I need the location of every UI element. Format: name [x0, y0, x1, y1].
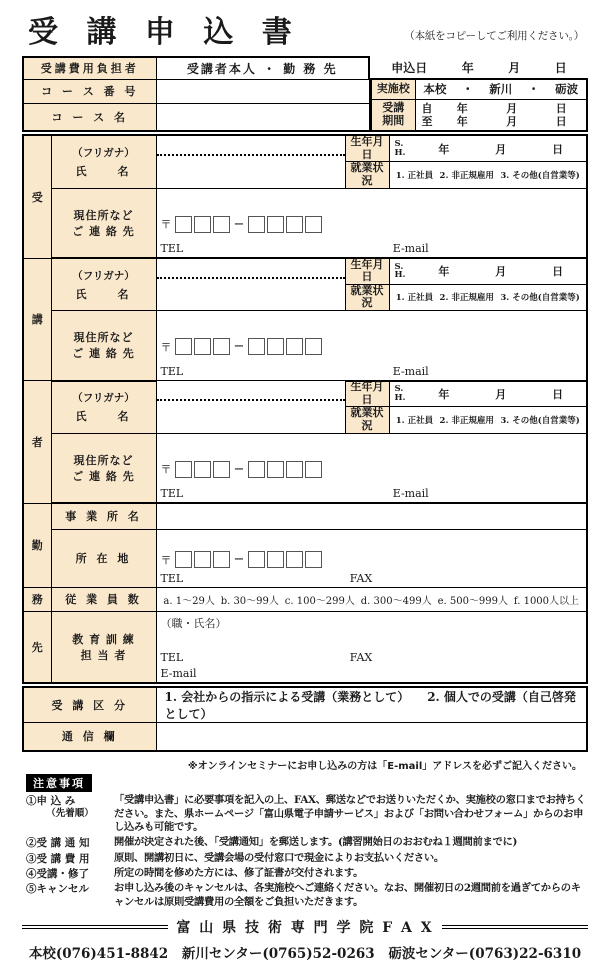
school-option-tonami[interactable]: 砺波: [555, 82, 579, 97]
note-num: ①: [26, 794, 37, 807]
address-label-1b: ご 連 絡 先: [72, 224, 135, 238]
postal-box[interactable]: [248, 216, 265, 233]
footer-contacts: [22, 942, 588, 962]
emp-opt-3-a[interactable]: 1. 正社員: [395, 416, 434, 427]
staff-opt-f[interactable]: f. 1000人以上: [513, 595, 580, 607]
applicant-1-contact-line: [157, 242, 587, 255]
note-body: 「受講申込書」に必要事項を記入の上、FAX、郵送などでお送りいただくか、実施校の窓口までお持ちください。また、県ホームページ「富山県電子申請サービス」および「お問い合わせフォーム」からのお申し込みも可能です。: [114, 793, 586, 834]
classification-row: [23, 687, 587, 723]
postal-box[interactable]: [267, 551, 284, 568]
postal-mark-icon-employer: 〒: [160, 553, 172, 567]
postal-mark-icon-3: 〒: [160, 463, 172, 477]
apply-date-year[interactable]: 年: [461, 60, 474, 75]
employer-location-row: [23, 529, 587, 587]
school-sep-1: ・: [462, 82, 474, 97]
email-label-1[interactable]: E-mail: [392, 242, 429, 256]
note-num: ②: [26, 837, 37, 850]
course-name-row: [23, 103, 369, 131]
apply-date-row: [370, 56, 588, 78]
postal-box[interactable]: [175, 551, 192, 568]
postal-dash-2: −: [233, 339, 245, 355]
era-label-1: S. H.: [394, 139, 406, 158]
tel-label-1[interactable]: TEL: [160, 242, 184, 256]
employer-tel-label[interactable]: TEL: [160, 571, 184, 585]
online-seminar-note: ※オンラインセミナーにお申し込みの方は「E-mail」アドレスを必ずご記入ください。: [187, 760, 582, 772]
applicant-2-name-label: [51, 258, 156, 311]
period-label-line2: 期間: [382, 113, 405, 127]
note-body: 原則、開講初日に、受講会場の受付窓口で現金によりお支払いください。: [114, 851, 444, 864]
address-label-2b: ご 連 絡 先: [72, 347, 135, 361]
classification-label: 受 講 区 分: [23, 687, 156, 723]
applicant-3-employment-options[interactable]: [389, 407, 587, 433]
note-item: [22, 836, 588, 850]
birth-day-2[interactable]: 日: [552, 265, 564, 279]
birth-day-1[interactable]: 日: [552, 142, 564, 156]
postal-box[interactable]: [213, 216, 230, 233]
tel-label-3[interactable]: TEL: [160, 487, 184, 501]
applicant-2-contact-line: [157, 365, 587, 378]
birth-month-1[interactable]: 月: [495, 142, 507, 156]
emp-opt-3-c[interactable]: 3. その他(自営業等): [500, 416, 580, 427]
staff-opt-c[interactable]: c. 100〜299人: [284, 595, 355, 607]
birth-year-1[interactable]: 年: [438, 142, 450, 156]
postal-mark-icon-1: 〒: [160, 218, 172, 232]
birth-day-3[interactable]: 日: [552, 387, 564, 401]
main-form-table: [22, 134, 588, 684]
location-label: 所 在 地: [51, 529, 156, 587]
postal-box[interactable]: [175, 338, 192, 355]
applicant-1-address-label: [51, 188, 156, 258]
note-item: [22, 794, 588, 836]
fee-bearer-options[interactable]: 受講者本人 ・ 勤 務 先: [156, 57, 369, 79]
staff-opt-e[interactable]: e. 500〜999人: [437, 595, 509, 607]
postal-box[interactable]: [175, 216, 192, 233]
applicant-1-name-input[interactable]: [156, 135, 345, 188]
trainer-label: [51, 611, 156, 683]
emp-opt-2-b[interactable]: 2. 非正規雇用: [439, 293, 494, 304]
classification-options-text[interactable]: 1. 会社からの指示による受講（業務として） 2. 個人での受講（自己啓発として）: [164, 690, 576, 722]
emp-opt-2-a[interactable]: 1. 正社員: [395, 293, 434, 304]
employer-vertical-label-1: 勤: [23, 503, 51, 587]
note-num: ⑤: [26, 882, 37, 895]
note-item: [22, 852, 588, 866]
notes-badge: 注意事項: [26, 774, 92, 792]
fax-honko[interactable]: 本校(076)451-8842: [28, 945, 169, 962]
period-from-month[interactable]: 月: [506, 102, 518, 116]
applicant-1-name-row: [23, 135, 587, 162]
applicant-3-name-row: [23, 381, 587, 407]
postal-box[interactable]: [267, 338, 284, 355]
note-body: 開催が決定された後、「受講通知」を郵送します。(講習開始日のおおむね１週間前までに): [114, 836, 518, 849]
furigana-label-2: （フリガナ）: [72, 269, 135, 282]
postal-code-3[interactable]: [157, 458, 587, 478]
employer-postal-code[interactable]: [157, 548, 587, 568]
school-options-cell[interactable]: [415, 79, 587, 99]
postal-box[interactable]: [267, 216, 284, 233]
postal-box[interactable]: [213, 461, 230, 478]
postal-box[interactable]: [286, 338, 303, 355]
applicant-2-address-label: [51, 311, 156, 381]
period-to-month[interactable]: 月: [506, 115, 518, 129]
trainer-jobname-label: （職・氏名）: [160, 616, 227, 630]
name-label-3: 氏 名: [75, 410, 132, 424]
furigana-dotline-2: [157, 277, 345, 279]
notes-header: [22, 774, 588, 792]
applicant-3-address-row: [23, 433, 587, 503]
title-row: [22, 0, 588, 56]
period-label-line1: 受講: [382, 101, 405, 115]
office-name-label: 事 業 所 名: [51, 503, 156, 529]
address-label-3b: ご 連 絡 先: [72, 469, 135, 483]
period-from-day[interactable]: 日: [555, 102, 567, 116]
header-block: [22, 56, 588, 132]
postal-code-1[interactable]: [157, 213, 587, 233]
period-values[interactable]: [415, 99, 587, 131]
period-from-mark: 自: [421, 102, 433, 116]
period-from-year[interactable]: 年: [456, 102, 468, 116]
applicant-2-employment-label: 就業状況: [345, 284, 389, 310]
applicant-2-address-input[interactable]: [156, 311, 587, 381]
memo-row: [23, 723, 587, 751]
postal-box[interactable]: [248, 551, 265, 568]
emp-opt-2-c[interactable]: 3. その他(自営業等): [500, 293, 580, 304]
note-title: 申 込 み: [36, 794, 76, 807]
course-no-input[interactable]: [156, 79, 369, 103]
name-label-1: 氏 名: [75, 164, 132, 178]
note-body: お申し込み後のキャンセルは、各実施校へご連絡ください。なお、開催初日の2週間前を過ぎてからのキャンセルは原則受講費用の全額をご負担いただきます。: [114, 881, 581, 908]
postal-box[interactable]: [194, 338, 211, 355]
postal-box[interactable]: [248, 461, 265, 478]
emp-opt-3-b[interactable]: 2. 非正規雇用: [439, 416, 494, 427]
emp-opt-1-c[interactable]: 3. その他(自営業等): [500, 170, 580, 181]
copy-note: （本紙をコピーしてご利用ください。）: [404, 30, 584, 42]
postal-box[interactable]: [213, 551, 230, 568]
furigana-dotline-3: [157, 399, 345, 401]
footer-rule-right: [442, 925, 588, 929]
postal-code-2[interactable]: [157, 335, 587, 355]
email-label-2[interactable]: E-mail: [392, 364, 429, 378]
apply-date-month[interactable]: 月: [508, 60, 521, 75]
applicant-1-birth-input[interactable]: [389, 135, 587, 162]
postal-box[interactable]: [305, 338, 322, 355]
name-label-2: 氏 名: [75, 287, 132, 301]
trainer-input[interactable]: [156, 611, 587, 683]
applicant-vertical-label-1: 受: [23, 135, 51, 258]
memo-label: 通 信 欄: [23, 723, 156, 751]
institution-fax-title: 富 山 県 技 術 専 門 学 院 F A X: [176, 919, 434, 936]
tel-label-2[interactable]: TEL: [160, 364, 184, 378]
course-name-input[interactable]: [156, 103, 369, 131]
classification-table: [22, 686, 588, 752]
memo-input[interactable]: [156, 723, 587, 751]
note-item: [22, 867, 588, 881]
staff-count-label: 従 業 員 数: [51, 587, 156, 611]
postal-box[interactable]: [305, 551, 322, 568]
period-row: [371, 99, 587, 131]
furigana-label-1: （フリガナ）: [72, 146, 135, 159]
employer-trainer-row: [23, 611, 587, 683]
note-title: 受 講 通 知: [36, 837, 90, 850]
applicant-vertical-label-3: 者: [23, 381, 51, 504]
school-label: 実施校: [371, 79, 415, 99]
period-to-day[interactable]: 日: [555, 115, 567, 129]
period-to-row[interactable]: [416, 115, 587, 128]
header-left-table: [22, 56, 370, 132]
footer-title-row: [22, 917, 588, 937]
school-row: [371, 79, 587, 99]
address-label-2a: 現住所など: [73, 331, 134, 345]
trainer-email-label[interactable]: E-mail: [160, 667, 197, 681]
postal-box[interactable]: [175, 461, 192, 478]
applicant-2-birth-label: 生年月日: [345, 258, 389, 284]
course-name-label: コ ー ス 名: [23, 103, 156, 131]
note-key: [22, 882, 114, 896]
page-title: 受 講 申 込 書: [28, 15, 301, 50]
employer-postal-dash: −: [233, 552, 245, 568]
applicant-1-address-input[interactable]: [156, 188, 587, 258]
applicant-2-name-input[interactable]: [156, 258, 345, 311]
applicant-1-birth-label: 生年月日: [345, 135, 389, 162]
birth-month-3[interactable]: 月: [495, 387, 507, 401]
note-subtitle: （先着順）: [46, 807, 94, 819]
employer-office-row: [23, 503, 587, 529]
postal-box[interactable]: [286, 551, 303, 568]
trainer-label-line2: 担 当 者: [80, 648, 127, 662]
applicant-1-address-row: [23, 188, 587, 258]
classification-options[interactable]: [156, 687, 587, 723]
employer-vertical-label-3: 先: [23, 611, 51, 683]
applicant-3-birth-input[interactable]: [389, 381, 587, 407]
header-right-table: [370, 56, 588, 132]
fee-bearer-row: [23, 57, 369, 79]
applicant-3-name-input[interactable]: [156, 381, 345, 434]
applicant-1-employment-label: 就業状況: [345, 162, 389, 188]
note-key: [22, 836, 114, 850]
footer: [22, 917, 588, 962]
address-label-3a: 現住所など: [73, 453, 134, 467]
course-no-row: [23, 79, 369, 103]
note-key: [22, 852, 114, 866]
trainer-label-line1: 教 育 訓 練: [72, 632, 135, 646]
postal-dash-3: −: [233, 461, 245, 477]
period-label: [371, 99, 415, 131]
note-key: [22, 794, 114, 821]
note-title: キャンセル: [36, 882, 89, 895]
postal-mark-icon-2: 〒: [160, 340, 172, 354]
applicant-3-address-label: [51, 433, 156, 503]
applicant-2-address-row: [23, 311, 587, 381]
postal-box[interactable]: [305, 461, 322, 478]
trainer-fax-label[interactable]: FAX: [349, 651, 373, 665]
postal-box[interactable]: [194, 461, 211, 478]
postal-box[interactable]: [305, 216, 322, 233]
staff-opt-d[interactable]: d. 300〜499人: [360, 595, 432, 607]
applicant-2-birth-input[interactable]: [389, 258, 587, 284]
period-to-mark: 至: [421, 115, 433, 129]
era-label-3: S. H.: [394, 384, 406, 403]
postal-box[interactable]: [194, 216, 211, 233]
note-title: 受 講 費 用: [36, 852, 90, 865]
birth-month-2[interactable]: 月: [495, 265, 507, 279]
apply-date-label: 申込日: [391, 60, 428, 75]
applicant-3-name-label: [51, 381, 156, 434]
note-title: 受講・修了: [36, 867, 89, 880]
school-sep-2: ・: [527, 82, 540, 97]
employer-fax-label[interactable]: FAX: [349, 571, 373, 585]
applicant-1-employment-options[interactable]: [389, 162, 587, 188]
address-label-1a: 現住所など: [73, 208, 134, 222]
emp-opt-1-a[interactable]: 1. 正社員: [395, 170, 434, 181]
note-item: [22, 882, 588, 910]
school-option-honko[interactable]: 本校: [423, 82, 447, 97]
trainer-contact-line: [157, 651, 587, 664]
applicant-3-birth-label: 生年月日: [345, 381, 389, 407]
fax-niikawa[interactable]: 新川センター(0765)52-0263: [181, 945, 375, 962]
postal-box[interactable]: [194, 551, 211, 568]
trainer-tel-label[interactable]: TEL: [160, 651, 184, 665]
location-input[interactable]: [156, 529, 587, 587]
staff-count-options[interactable]: [156, 587, 587, 611]
period-to-year[interactable]: 年: [456, 115, 468, 129]
fee-bearer-label: 受講費用負担者: [23, 57, 156, 79]
applicant-2-name-row: [23, 258, 587, 284]
notes-list: [22, 794, 588, 910]
note-num: ④: [26, 867, 37, 880]
employer-vertical-label-2: 務: [23, 587, 51, 611]
furigana-label-3: （フリガナ）: [72, 392, 135, 405]
emp-opt-1-b[interactable]: 2. 非正規雇用: [439, 170, 494, 181]
postal-box[interactable]: [286, 216, 303, 233]
fax-tonami[interactable]: 砺波センター(0763)22-6310: [388, 945, 582, 962]
postal-box[interactable]: [248, 338, 265, 355]
apply-date-day[interactable]: 日: [554, 60, 567, 75]
note-body: 所定の時間を修めた方には、修了証書が交付されます。: [114, 866, 364, 879]
note-key: [22, 867, 114, 881]
footer-rule-left: [22, 925, 168, 929]
employer-staff-count-row: [23, 587, 587, 611]
email-label-3[interactable]: E-mail: [392, 487, 429, 501]
applicant-3-contact-line: [157, 487, 587, 500]
note-num: ③: [26, 852, 37, 865]
applicant-3-employment-label: 就業状況: [345, 407, 389, 433]
birth-year-2[interactable]: 年: [438, 265, 450, 279]
course-no-label: コ ー ス 番 号: [23, 79, 156, 103]
employer-contact-line: [157, 572, 587, 585]
applicant-3-address-input[interactable]: [156, 433, 587, 503]
postal-box[interactable]: [267, 461, 284, 478]
school-option-niikawa[interactable]: 新川: [489, 82, 513, 97]
office-name-input[interactable]: [156, 503, 587, 529]
applicant-vertical-label-2: 講: [23, 258, 51, 381]
era-label-2: S. H.: [394, 261, 406, 281]
postal-box[interactable]: [286, 461, 303, 478]
birth-year-3[interactable]: 年: [438, 387, 450, 401]
applicant-2-employment-options[interactable]: [389, 284, 587, 310]
postal-box[interactable]: [213, 338, 230, 355]
furigana-dotline-1: [157, 154, 345, 156]
staff-opt-b[interactable]: b. 30〜99人: [220, 595, 279, 607]
postal-dash-1: −: [233, 216, 245, 232]
staff-opt-a[interactable]: a. 1〜29人: [163, 595, 215, 607]
applicant-1-name-label: [51, 135, 156, 188]
